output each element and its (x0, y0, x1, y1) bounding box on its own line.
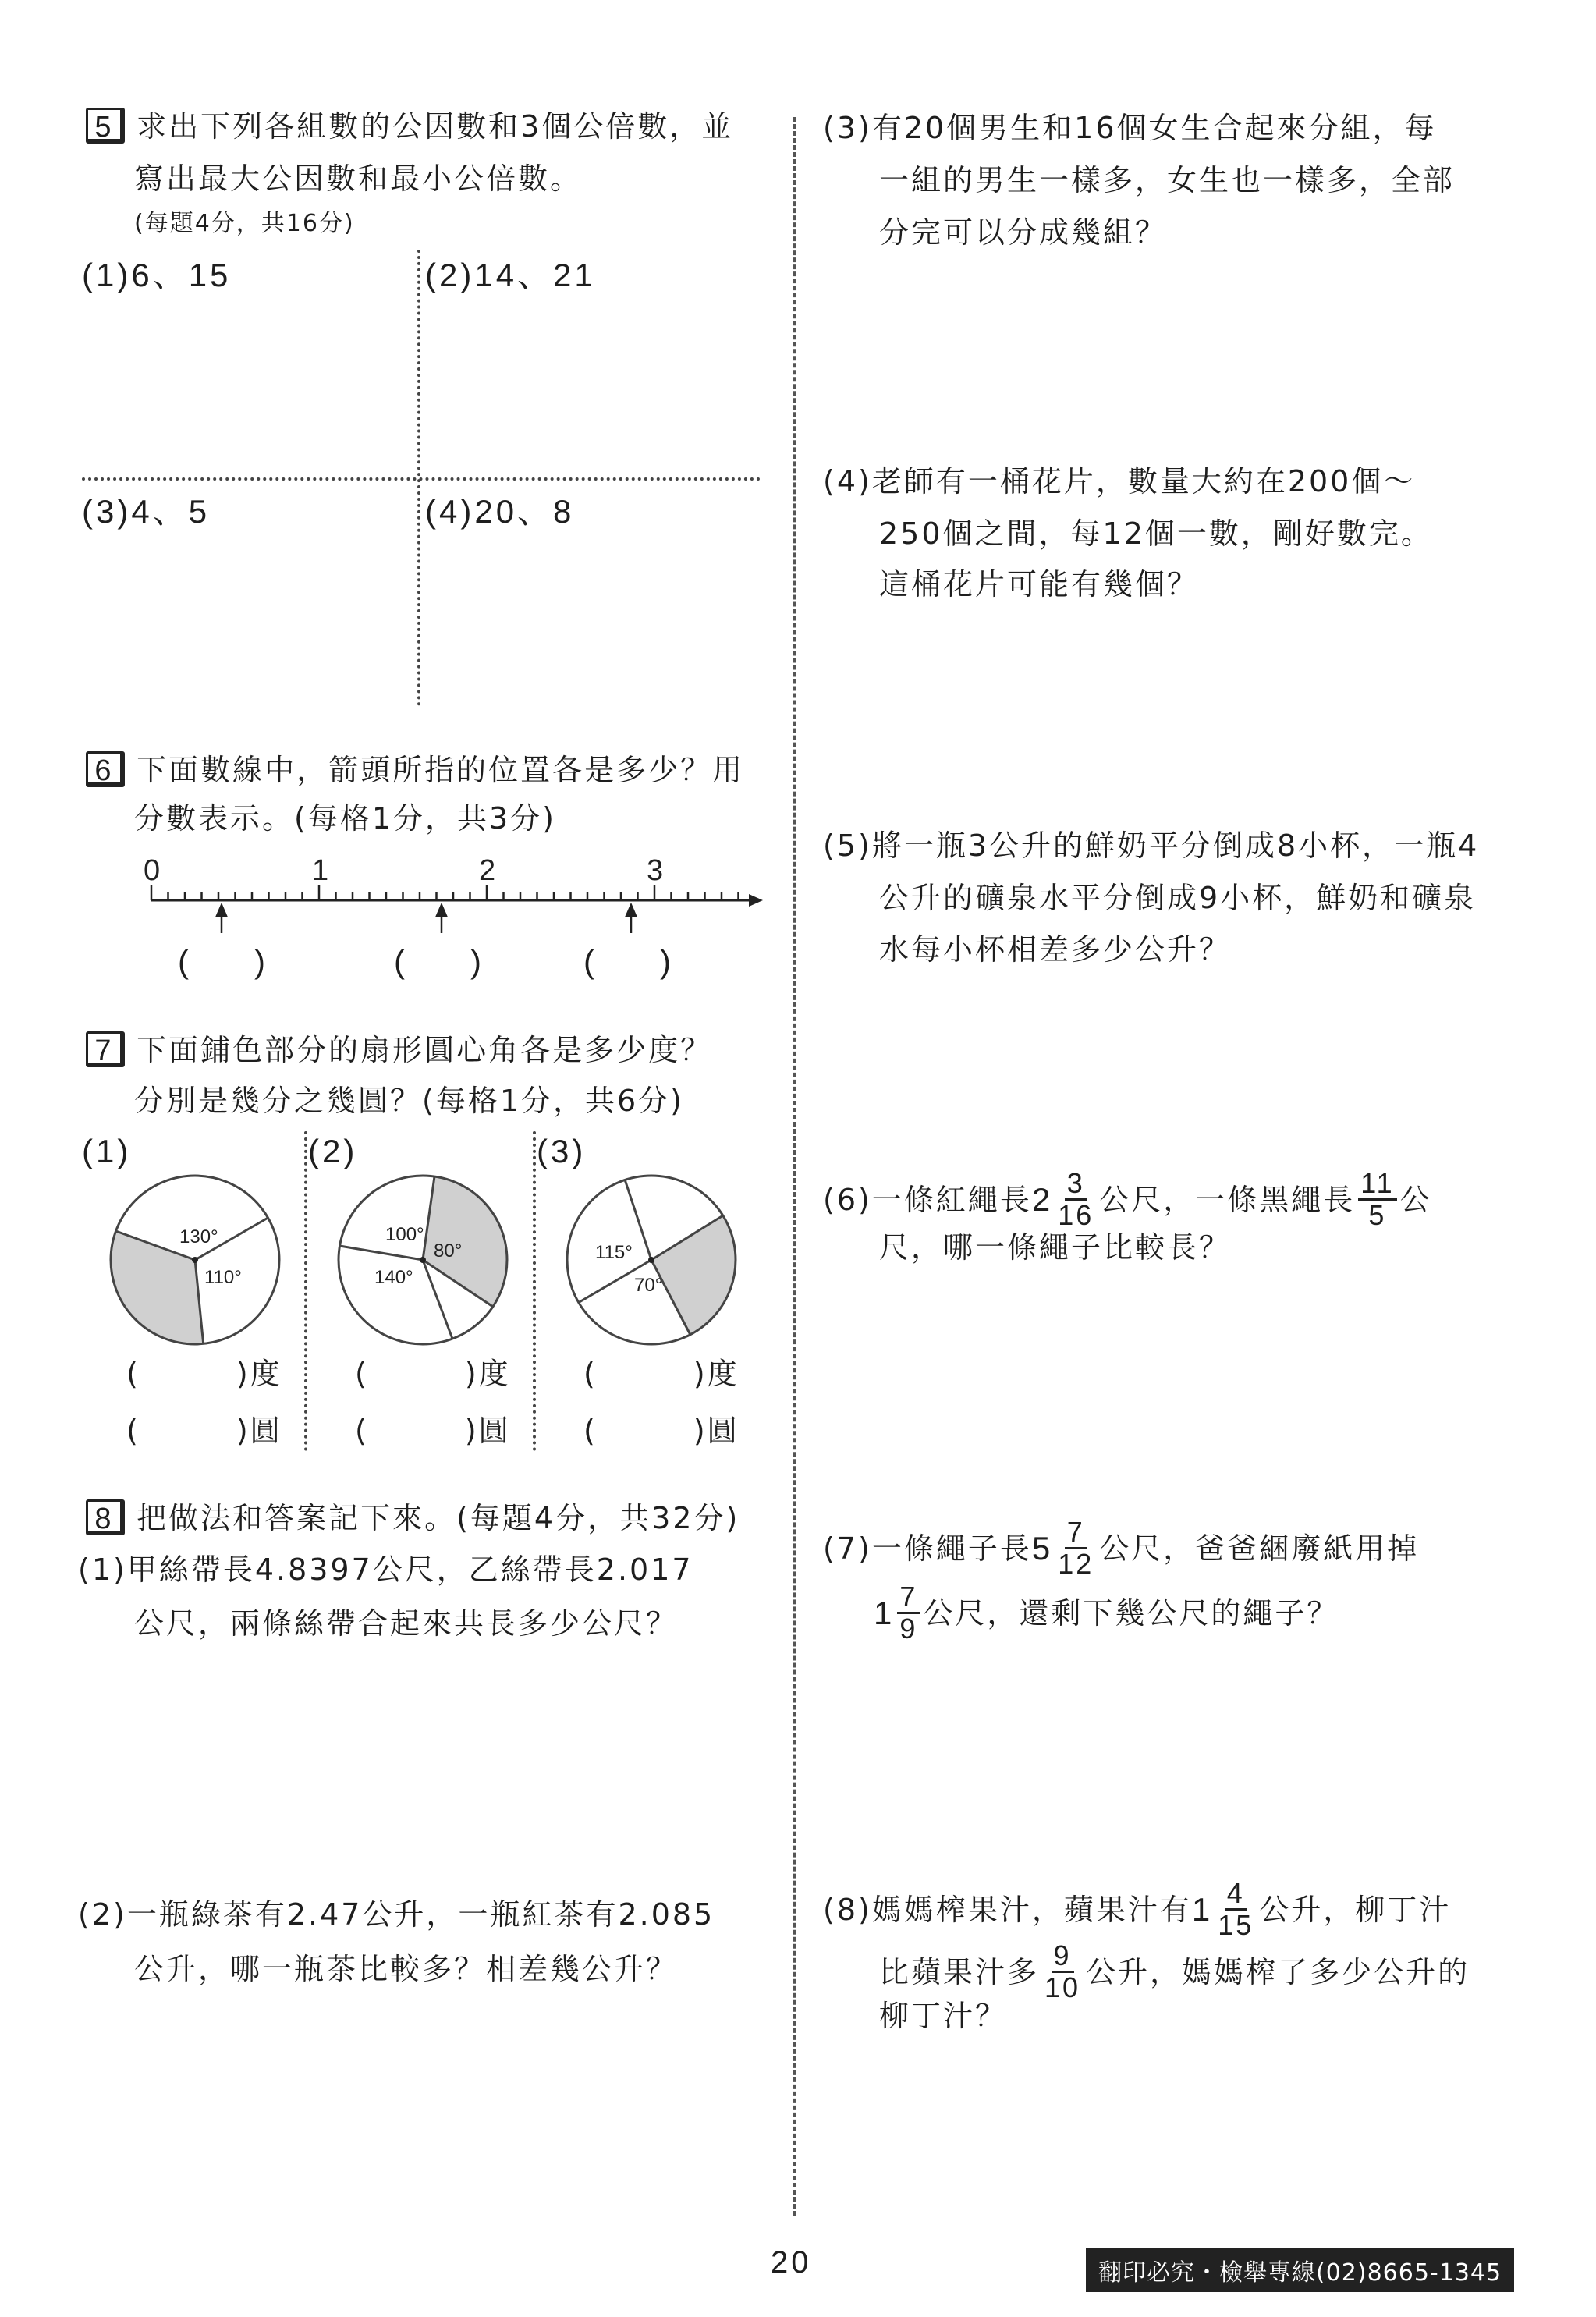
p7-denominator-1: 12 (1058, 1548, 1094, 1580)
p6-text-c: 公 (1399, 1182, 1432, 1217)
p6-fraction-1 (1055, 1169, 1096, 1230)
q7-answer-circ-1[interactable]: ( )圓 (126, 1414, 282, 1448)
q6-heading (86, 751, 744, 787)
p3-line2: 一組的男生一樣多，女生也一樣多，全部 (879, 163, 1456, 197)
p8-denominator-2: 10 (1044, 1971, 1081, 2003)
p8-line1 (823, 1879, 1451, 1940)
p7-whole-2: 1 (874, 1594, 895, 1631)
p6-denominator-2: 5 (1368, 1199, 1387, 1231)
p8-text-d: 公升，媽媽榨了多少公升的 (1086, 1954, 1470, 1989)
q5-item-1: (1)6、15 (82, 257, 232, 293)
pie-2-angle-a: 100° (385, 1224, 424, 1245)
p7-fraction-1 (1055, 1517, 1096, 1579)
q6-line1: 下面數線中，箭頭所指的位置各是多少？用 (137, 753, 745, 787)
p4-line1: (4)老師有一桶花片，數量大約在200個～ (823, 464, 1416, 499)
number-line-label-3: 3 (647, 854, 664, 887)
p3-line1: (3)有20個男生和16個女生合起來分組，每 (823, 111, 1437, 145)
number-line-label-0: 0 (144, 854, 161, 887)
q7-heading (86, 1031, 712, 1067)
pointer-arrow-3 (626, 905, 636, 933)
q6-answer-1[interactable]: ( ) (178, 943, 265, 980)
q7-answer-deg-3[interactable]: ( )度 (583, 1357, 739, 1391)
p7-line1 (823, 1517, 1419, 1579)
pie-2-angle-c: 140° (374, 1267, 413, 1288)
p7-whole-1: 5 (1031, 1529, 1053, 1567)
p8-fraction-1 (1215, 1879, 1256, 1940)
number-line (133, 850, 772, 936)
pie-chart-1 (109, 1174, 281, 1346)
q6-line2: 分數表示。(每格1分，共3分) (134, 801, 557, 836)
p8-numerator-1: 4 (1225, 1879, 1247, 1911)
q7-line2: 分別是幾分之幾圓？(每格1分，共6分) (134, 1084, 685, 1118)
q8-number: 8 (86, 1499, 125, 1535)
q5-line2: 寫出最大公因數和最小公倍數。 (134, 161, 583, 196)
q6-number: 6 (86, 751, 125, 787)
p7-fraction-2 (897, 1582, 920, 1644)
number-line-arrowhead (749, 894, 763, 907)
pie-2-angle-b: 80° (434, 1240, 463, 1261)
page-number: 20 (771, 2245, 812, 2280)
copyright-notice: 翻印必究・檢舉專線(02)8665-1345 (1086, 2248, 1514, 2292)
pie-1-angle-b: 110° (204, 1267, 242, 1288)
p7-line2 (874, 1582, 1339, 1644)
p6-line1 (823, 1169, 1432, 1230)
pie-3-angle-b: 70° (634, 1275, 663, 1296)
q7-answer-circ-3[interactable]: ( )圓 (583, 1414, 739, 1448)
p7-text-c: 公尺，還剩下幾公尺的繩子？ (923, 1595, 1339, 1630)
p5-line3: 水每小杯相差多少公升？ (879, 932, 1232, 967)
p6-denominator-1: 16 (1058, 1199, 1094, 1231)
p8-text-c: 比蘋果汁多 (879, 1954, 1040, 1989)
q5-divider-h (82, 477, 761, 481)
p7-numerator-2: 7 (897, 1582, 920, 1614)
q7-item-2: (2) (308, 1133, 358, 1169)
q8-title: 把做法和答案記下來。(每題4分，共32分) (137, 1501, 740, 1535)
p6-text-b: 公尺，一條黑繩長 (1099, 1182, 1356, 1217)
q8-heading (86, 1499, 739, 1535)
q7-item-3: (3) (537, 1133, 587, 1169)
q5-number: 5 (86, 108, 125, 144)
q7-answer-deg-2[interactable]: ( )度 (355, 1357, 511, 1391)
q5-line1: 求出下列各組數的公因數和3個公倍數，並 (137, 109, 734, 144)
q7-divider-1 (304, 1131, 307, 1451)
p8-fraction-2 (1042, 1941, 1083, 2003)
pie-chart-3 (566, 1174, 737, 1346)
p4-line3: 這桶花片可能有幾個？ (879, 567, 1200, 601)
p7-numerator-1: 7 (1065, 1517, 1087, 1549)
pie-1-angle-a: 130° (179, 1226, 218, 1247)
pointer-arrow-2 (437, 905, 446, 933)
q5-item-2: (2)14、21 (425, 257, 596, 293)
q8-p1-line2: 公尺，兩條絲帶合起來共長多少公尺？ (134, 1606, 679, 1641)
q6-answer-2[interactable]: ( ) (394, 943, 481, 980)
p6-numerator-1: 3 (1065, 1169, 1087, 1201)
p7-text-b: 公尺，爸爸綑廢紙用掉 (1099, 1531, 1420, 1566)
q7-line1: 下面鋪色部分的扇形圓心角各是多少度？ (137, 1033, 713, 1067)
p5-line1: (5)將一瓶3公升的鮮奶平分倒成8小杯，一瓶4 (823, 829, 1480, 863)
p6-fraction-2 (1358, 1169, 1396, 1230)
p8-text-b: 公升，柳丁汁 (1259, 1892, 1452, 1927)
q7-divider-2 (533, 1131, 536, 1451)
p8-text-a: (8)媽媽榨果汁，蘋果汁有 (823, 1892, 1192, 1927)
q8-p1-line1: (1)甲絲帶長4.8397公尺，乙絲帶長2.017 (78, 1552, 693, 1587)
p3-line3: 分完可以分成幾組？ (879, 215, 1168, 250)
p6-line2: 尺，哪一條繩子比較長？ (879, 1230, 1232, 1265)
q8-p2-line2: 公升，哪一瓶茶比較多？相差幾公升？ (134, 1952, 679, 1986)
pie-3-angle-a: 115° (595, 1242, 633, 1263)
q5-item-3: (3)4、5 (82, 493, 211, 530)
p6-text-a: (6)一條紅繩長 (823, 1182, 1032, 1217)
p8-line3: 柳丁汁？ (879, 1999, 1008, 2033)
number-line-label-1: 1 (312, 854, 329, 887)
p7-text-a: (7)一條繩子長 (823, 1531, 1032, 1566)
column-divider (793, 117, 796, 2216)
number-line-label-2: 2 (479, 854, 496, 887)
p4-line2: 250個之間，每12個一數，剛好數完。 (879, 516, 1433, 551)
p8-line2 (879, 1941, 1470, 2003)
q7-answer-circ-2[interactable]: ( )圓 (355, 1414, 511, 1448)
pointer-arrow-1 (217, 905, 226, 933)
q5-item-4: (4)20、8 (425, 493, 575, 530)
p8-whole-1: 1 (1191, 1890, 1213, 1928)
q7-number: 7 (86, 1031, 125, 1067)
p6-whole-1: 2 (1031, 1180, 1053, 1218)
q8-p2-line1: (2)一瓶綠茶有2.47公升，一瓶紅茶有2.085 (78, 1897, 715, 1932)
p8-denominator-1: 15 (1218, 1909, 1254, 1941)
q7-answer-deg-1[interactable]: ( )度 (126, 1357, 282, 1391)
pie-1-shaded-sector (111, 1231, 204, 1344)
p8-numerator-2: 9 (1052, 1941, 1074, 1973)
q5-heading (86, 108, 733, 144)
p7-denominator-2: 9 (899, 1613, 918, 1645)
q5-score: (每題4分，共16分) (134, 210, 355, 237)
p5-line2: 公升的礦泉水平分倒成9小杯，鮮奶和礦泉 (879, 881, 1477, 915)
q7-item-1: (1) (82, 1133, 132, 1169)
q6-answer-3[interactable]: ( ) (583, 943, 671, 980)
pie-chart-2 (337, 1174, 509, 1346)
p6-numerator-2: 11 (1358, 1169, 1396, 1201)
